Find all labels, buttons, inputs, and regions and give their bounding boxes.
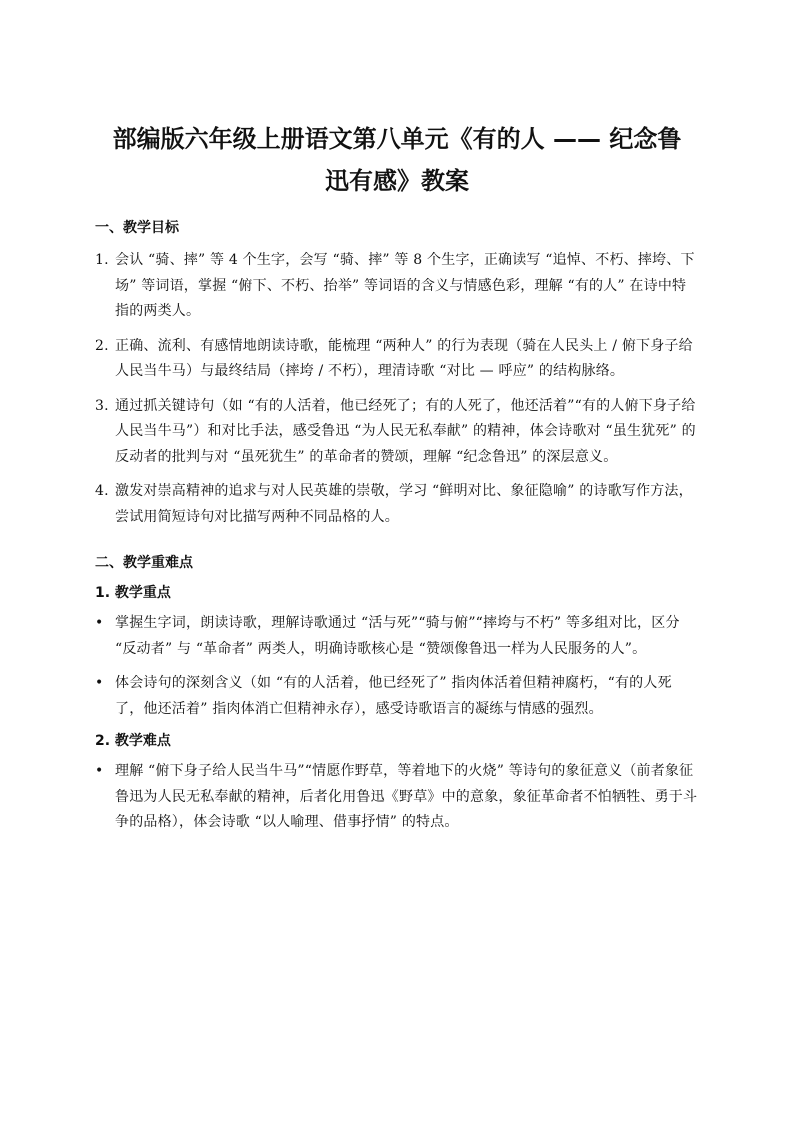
list-number: 2. (95, 337, 109, 354)
bullet-dot: • (95, 675, 104, 691)
bullet-text: 掌握生字词，朗读诗歌，理解诗歌通过 “活与死”“骑与俯”“摔垮与不朽” 等多组对比，区分 “反动者” 与 “革命者” 两类人，明确诗歌核心是 “赞颂像鲁迅一样为人民服务的人”。 (115, 615, 680, 657)
list-number: 3. (95, 397, 109, 414)
list-item-text: 激发对崇高精神的追求与对人民英雄的崇敬，学习 “鲜明对比、象征隐喻” 的诗歌写作方法，尝试用简短诗句对比描写两种不同品格的人。 (115, 483, 693, 525)
objective-item-1 (95, 248, 700, 325)
focus-bullet-2 (95, 671, 700, 722)
bullet-dot: • (95, 763, 104, 779)
section-heading-key-points: 二、教学重难点 (95, 555, 193, 571)
list-item-text: 通过抓关键诗句（如 “有的人活着，他已经死了；有的人死了，他还活着”“有的人俯下身子给人民当牛马”）和对比手法，感受鲁迅 “为人民无私奉献” 的精神，体会诗歌对 “虽生犹死” 的反动者的批判与对 “虽死犹生” 的革命者的赞颂，理解 “纪念鲁迅” 的深层意义。 (115, 397, 696, 465)
objective-item-2 (95, 334, 700, 385)
bullet-dot: • (95, 615, 104, 631)
section-heading-objectives: 一、教学目标 (95, 220, 179, 236)
list-number: 4. (95, 483, 109, 499)
subsection-heading-difficulty: 2. 教学难点 (95, 733, 171, 749)
objective-item-3 (95, 394, 700, 471)
difficulty-bullet-1 (95, 759, 700, 836)
list-item-text: 会认 “骑、摔” 等 4 个生字，会写 “骑、摔” 等 8 个生字，正确读写 “追悼、不朽、摔垮、下场” 等词语，掌握 “俯下、不朽、抬举” 等词语的含义与情感色彩，理解 “有的人” 在诗中特指的两类人。 (115, 252, 695, 319)
focus-bullet-1 (95, 611, 700, 662)
document-title (70, 118, 724, 202)
bullet-text: 体会诗句的深刻含义（如 “有的人活着，他已经死了” 指肉体活着但精神腐朽，“有的人死了，他还活着” 指肉体消亡但精神永存），感受诗歌语言的凝练与情感的强烈。 (115, 675, 672, 717)
title-line-2: 迅有感》教案 (325, 167, 469, 195)
list-item-text: 正确、流利、有感情地朗读诗歌，能梳理 “两种人” 的行为表现（骑在人民头上 / 俯下身子给人民当牛马）与最终结局（摔垮 / 不朽），理清诗歌 “对比 — 呼应” 的结构脉络。 (115, 337, 693, 379)
bullet-text: 理解 “俯下身子给人民当牛马”“情愿作野草，等着地下的火烧” 等诗句的象征意义（前者象征鲁迅为人民无私奉献的精神，后者化用鲁迅《野草》中的意象，象征革命者不怕牺牲、勇于斗争的品格），体会诗歌 “以人喻理、借事抒情” 的特点。 (115, 763, 698, 830)
section-gap (95, 539, 700, 553)
title-line-1: 部编版六年级上册语文第八单元《有的人 —— 纪念鲁 (112, 125, 682, 153)
list-number: 1. (95, 252, 109, 268)
objective-item-4 (95, 479, 700, 530)
document-body (95, 218, 700, 845)
subsection-heading-focus: 1. 教学重点 (95, 585, 171, 601)
